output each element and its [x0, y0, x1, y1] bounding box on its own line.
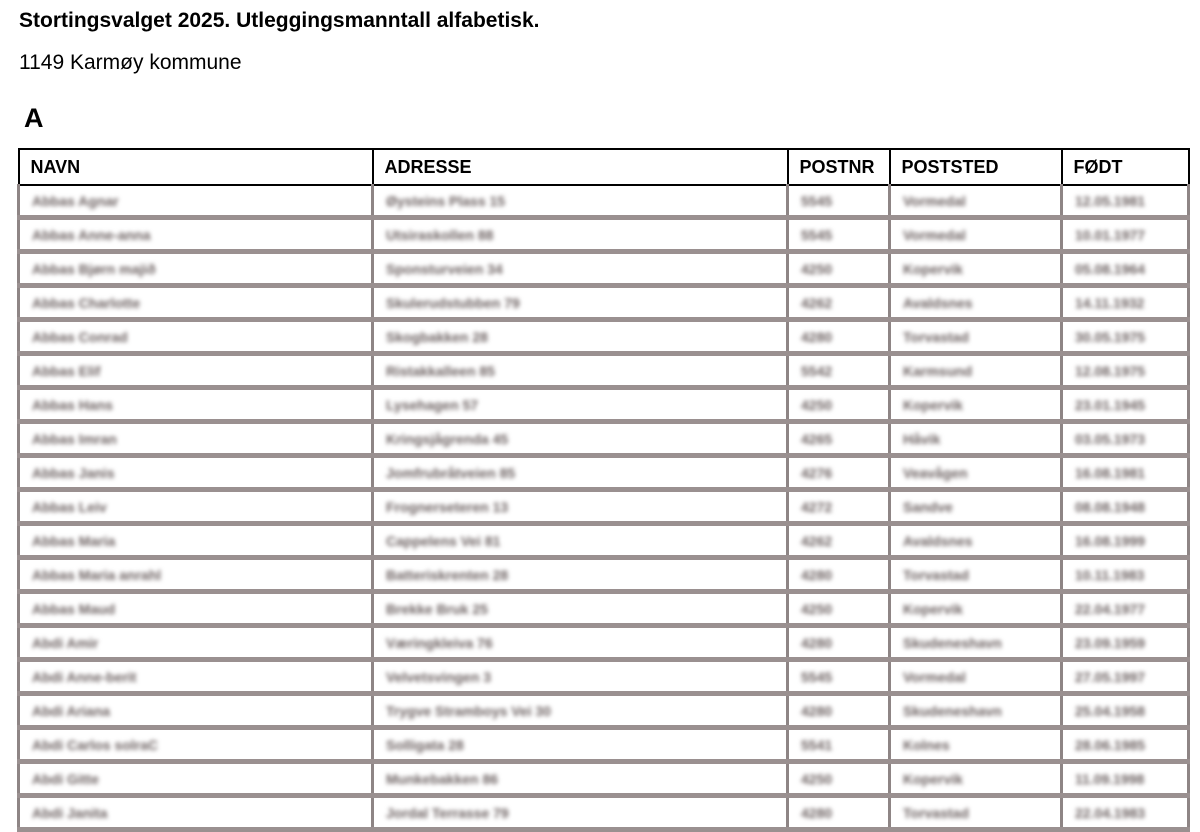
cell-navn	[19, 762, 373, 796]
redacted-postnr-value: 4262	[801, 294, 833, 311]
cell-fodt	[1062, 796, 1189, 830]
cell-adresse	[373, 762, 788, 796]
table-row	[19, 456, 1189, 490]
redacted-fodt-value: 27.05.1997	[1075, 668, 1146, 685]
table-row	[19, 796, 1189, 830]
redacted-adresse-value: Væringkleiva 76	[386, 634, 493, 651]
cell-postnr	[788, 422, 890, 456]
cell-postnr	[788, 694, 890, 728]
redacted-poststed-value: Vormedal	[903, 226, 966, 243]
cell-navn	[19, 218, 373, 252]
cell-postnr	[788, 354, 890, 388]
table-row	[19, 762, 1189, 796]
section-letter-heading: A	[24, 103, 44, 133]
redacted-poststed-value: Torvastad	[903, 328, 969, 345]
redacted-adresse-value: Skulerudstubben 79	[386, 294, 520, 311]
redacted-navn-value: Abdi Ariana	[32, 702, 111, 719]
table-row	[19, 592, 1189, 626]
cell-adresse	[373, 320, 788, 354]
redacted-adresse-value: Kringsjågrenda 45	[386, 430, 509, 447]
cell-postnr	[788, 286, 890, 320]
cell-navn	[19, 185, 373, 218]
table-row	[19, 354, 1189, 388]
cell-fodt	[1062, 354, 1189, 388]
cell-adresse	[373, 422, 788, 456]
redacted-postnr-value: 4280	[801, 566, 833, 583]
redacted-postnr-value: 5545	[801, 668, 833, 685]
cell-poststed	[890, 218, 1062, 252]
cell-navn	[19, 354, 373, 388]
cell-adresse	[373, 660, 788, 694]
redacted-postnr-value: 4250	[801, 260, 833, 277]
cell-postnr	[788, 796, 890, 830]
redacted-fodt-value: 25.04.1958	[1075, 702, 1146, 719]
table-body	[19, 185, 1189, 830]
redacted-poststed-value: Torvastad	[903, 804, 969, 821]
cell-fodt	[1062, 185, 1189, 218]
cell-fodt	[1062, 320, 1189, 354]
cell-fodt	[1062, 456, 1189, 490]
voter-register-table-wrapper	[17, 148, 1187, 832]
redacted-postnr-value: 5545	[801, 226, 833, 243]
cell-postnr	[788, 592, 890, 626]
table-row	[19, 524, 1189, 558]
redacted-adresse-value: Lysehagen 57	[386, 396, 479, 413]
cell-fodt	[1062, 762, 1189, 796]
redacted-fodt-value: 14.11.1932	[1075, 294, 1145, 311]
cell-fodt	[1062, 660, 1189, 694]
cell-fodt	[1062, 524, 1189, 558]
cell-navn	[19, 694, 373, 728]
cell-navn	[19, 592, 373, 626]
table-row	[19, 422, 1189, 456]
redacted-fodt-value: 16.08.1999	[1075, 532, 1146, 549]
cell-poststed	[890, 626, 1062, 660]
redacted-poststed-value: Skudeneshavn	[903, 702, 1002, 719]
redacted-adresse-value: Utsiraskollen 88	[386, 226, 494, 243]
cell-postnr	[788, 558, 890, 592]
redacted-fodt-value: 23.01.1945	[1075, 396, 1146, 413]
table-row	[19, 490, 1189, 524]
table-row	[19, 660, 1189, 694]
cell-adresse	[373, 354, 788, 388]
redacted-poststed-value: Kopervik	[903, 600, 963, 617]
redacted-navn-value: Abdi Janita	[32, 804, 108, 821]
redacted-navn-value: Abdi Gitte	[32, 770, 99, 787]
cell-navn	[19, 728, 373, 762]
cell-fodt	[1062, 694, 1189, 728]
table-row	[19, 286, 1189, 320]
redacted-poststed-value: Kopervik	[903, 396, 963, 413]
cell-poststed	[890, 762, 1062, 796]
redacted-fodt-value: 08.08.1948	[1075, 498, 1146, 515]
cell-navn	[19, 524, 373, 558]
cell-navn	[19, 320, 373, 354]
redacted-navn-value: Abbas Agnar	[32, 192, 119, 209]
cell-poststed	[890, 320, 1062, 354]
column-header-postnr: POSTNR	[788, 149, 890, 185]
cell-fodt	[1062, 388, 1189, 422]
cell-fodt	[1062, 286, 1189, 320]
redacted-navn-value: Abdi Anne-berit	[32, 668, 137, 685]
redacted-adresse-value: Brekke Bruk 25	[386, 600, 488, 617]
cell-postnr	[788, 728, 890, 762]
cell-poststed	[890, 252, 1062, 286]
redacted-poststed-value: Veavågen	[903, 464, 968, 481]
column-header-fodt: FØDT	[1062, 149, 1189, 185]
redacted-adresse-value: Skogbakken 28	[386, 328, 488, 345]
cell-adresse	[373, 490, 788, 524]
redacted-poststed-value: Kopervik	[903, 260, 963, 277]
cell-navn	[19, 286, 373, 320]
cell-poststed	[890, 592, 1062, 626]
cell-poststed	[890, 524, 1062, 558]
redacted-navn-value: Abdi Amir	[32, 634, 99, 651]
cell-poststed	[890, 694, 1062, 728]
redacted-adresse-value: Solligata 28	[386, 736, 464, 753]
redacted-adresse-value: Velvetsvingen 3	[386, 668, 492, 685]
redacted-fodt-value: 05.08.1964	[1075, 260, 1146, 277]
cell-adresse	[373, 252, 788, 286]
cell-postnr	[788, 660, 890, 694]
redacted-postnr-value: 4280	[801, 328, 833, 345]
table-row	[19, 558, 1189, 592]
cell-adresse	[373, 626, 788, 660]
redacted-poststed-value: Karmsund	[903, 362, 973, 379]
cell-postnr	[788, 626, 890, 660]
redacted-postnr-value: 4265	[801, 430, 833, 447]
cell-adresse	[373, 456, 788, 490]
cell-navn	[19, 558, 373, 592]
table-row	[19, 388, 1189, 422]
cell-navn	[19, 490, 373, 524]
redacted-fodt-value: 30.05.1975	[1075, 328, 1146, 345]
cell-fodt	[1062, 252, 1189, 286]
cell-poststed	[890, 558, 1062, 592]
cell-fodt	[1062, 592, 1189, 626]
redacted-postnr-value: 4280	[801, 804, 833, 821]
redacted-navn-value: Abbas Hans	[32, 396, 113, 413]
column-header-adresse: ADRESSE	[373, 149, 788, 185]
redacted-poststed-value: Vormedal	[903, 668, 966, 685]
table-row	[19, 320, 1189, 354]
cell-fodt	[1062, 218, 1189, 252]
cell-adresse	[373, 388, 788, 422]
redacted-fodt-value: 23.09.1959	[1075, 634, 1146, 651]
redacted-fodt-value: 28.06.1985	[1075, 736, 1146, 753]
cell-postnr	[788, 524, 890, 558]
redacted-navn-value: Abbas Conrad	[32, 328, 128, 345]
redacted-navn-value: Abbas Leiv	[32, 498, 107, 515]
cell-postnr	[788, 490, 890, 524]
redacted-navn-value: Abbas Maria anrahl	[32, 566, 162, 583]
cell-poststed	[890, 456, 1062, 490]
cell-poststed	[890, 490, 1062, 524]
cell-postnr	[788, 388, 890, 422]
redacted-fodt-value: 12.08.1975	[1075, 362, 1146, 379]
cell-poststed	[890, 728, 1062, 762]
table-row	[19, 626, 1189, 660]
cell-postnr	[788, 456, 890, 490]
redacted-fodt-value: 11.09.1998	[1075, 770, 1145, 787]
redacted-fodt-value: 16.08.1981	[1075, 464, 1146, 481]
cell-adresse	[373, 524, 788, 558]
cell-adresse	[373, 592, 788, 626]
cell-postnr	[788, 185, 890, 218]
redacted-postnr-value: 5545	[801, 192, 833, 209]
cell-poststed	[890, 286, 1062, 320]
cell-fodt	[1062, 490, 1189, 524]
redacted-poststed-value: Kolnes	[903, 736, 950, 753]
cell-navn	[19, 252, 373, 286]
redacted-poststed-value: Sandve	[903, 498, 953, 515]
cell-fodt	[1062, 728, 1189, 762]
redacted-poststed-value: Torvastad	[903, 566, 969, 583]
redacted-adresse-value: Ristakkalleen 85	[386, 362, 495, 379]
cell-fodt	[1062, 422, 1189, 456]
document-title: Stortingsvalget 2025. Utleggingsmanntall alfabetisk.	[19, 9, 540, 32]
redacted-fodt-value: 03.05.1973	[1075, 430, 1146, 447]
redacted-navn-value: Abbas Maria	[32, 532, 116, 549]
redacted-fodt-value: 10.11.1983	[1075, 566, 1145, 583]
table-row	[19, 218, 1189, 252]
redacted-navn-value: Abbas Imran	[32, 430, 117, 447]
redacted-poststed-value: Skudeneshavn	[903, 634, 1002, 651]
redacted-postnr-value: 4276	[801, 464, 833, 481]
cell-poststed	[890, 660, 1062, 694]
cell-postnr	[788, 320, 890, 354]
cell-postnr	[788, 218, 890, 252]
redacted-postnr-value: 4250	[801, 770, 833, 787]
column-header-navn: NAVN	[19, 149, 373, 185]
redacted-poststed-value: Vormedal	[903, 192, 966, 209]
redacted-postnr-value: 5542	[801, 362, 833, 379]
cell-navn	[19, 626, 373, 660]
redacted-postnr-value: 4272	[801, 498, 833, 515]
redacted-adresse-value: Øysteins Plass 15	[386, 192, 506, 209]
redacted-fodt-value: 22.04.1983	[1075, 804, 1146, 821]
redacted-navn-value: Abbas Anne-anna	[32, 226, 151, 243]
redacted-adresse-value: Munkebakken 86	[386, 770, 499, 787]
redacted-adresse-value: Sponsturveien 34	[386, 260, 503, 277]
redacted-navn-value: Abdi Carlos solraC	[32, 736, 159, 753]
redacted-navn-value: Abbas Bjørn majið	[32, 260, 156, 277]
cell-poststed	[890, 354, 1062, 388]
redacted-adresse-value: Cappelens Vei 81	[386, 532, 501, 549]
redacted-postnr-value: 5541	[801, 736, 833, 753]
cell-postnr	[788, 252, 890, 286]
cell-adresse	[373, 185, 788, 218]
cell-adresse	[373, 286, 788, 320]
redacted-poststed-value: Håvik	[903, 430, 941, 447]
cell-poststed	[890, 422, 1062, 456]
table-row	[19, 185, 1189, 218]
redacted-postnr-value: 4250	[801, 600, 833, 617]
redacted-adresse-value: Jordal Terrasse 79	[386, 804, 509, 821]
redacted-poststed-value: Avaldsnes	[903, 294, 973, 311]
redacted-navn-value: Abbas Charlotte	[32, 294, 141, 311]
cell-navn	[19, 388, 373, 422]
redacted-adresse-value: Jomfrubråtveien 85	[386, 464, 516, 481]
table-row	[19, 694, 1189, 728]
cell-navn	[19, 660, 373, 694]
cell-poststed	[890, 185, 1062, 218]
cell-fodt	[1062, 558, 1189, 592]
redacted-fodt-value: 12.05.1981	[1075, 192, 1146, 209]
redacted-poststed-value: Kopervik	[903, 770, 963, 787]
redacted-adresse-value: Batteriskrenten 28	[386, 566, 509, 583]
cell-adresse	[373, 558, 788, 592]
redacted-postnr-value: 4262	[801, 532, 833, 549]
redacted-postnr-value: 4250	[801, 396, 833, 413]
redacted-adresse-value: Frognerseteren 13	[386, 498, 509, 515]
redacted-navn-value: Abbas Elif	[32, 362, 101, 379]
municipality-subtitle: 1149 Karmøy kommune	[19, 51, 242, 74]
cell-adresse	[373, 728, 788, 762]
cell-poststed	[890, 796, 1062, 830]
cell-navn	[19, 422, 373, 456]
redacted-fodt-value: 10.01.1977	[1075, 226, 1146, 243]
voter-register-table	[17, 148, 1190, 832]
table-row	[19, 252, 1189, 286]
redacted-fodt-value: 22.04.1977	[1075, 600, 1146, 617]
redacted-navn-value: Abbas Maud	[32, 600, 116, 617]
cell-adresse	[373, 694, 788, 728]
redacted-poststed-value: Avaldsnes	[903, 532, 973, 549]
table-header-row	[19, 149, 1189, 185]
cell-poststed	[890, 388, 1062, 422]
cell-adresse	[373, 796, 788, 830]
redacted-navn-value: Abbas Janis	[32, 464, 115, 481]
redacted-adresse-value: Trygve Stramboys Vei 30	[386, 702, 551, 719]
cell-fodt	[1062, 626, 1189, 660]
cell-navn	[19, 796, 373, 830]
cell-postnr	[788, 762, 890, 796]
table-row	[19, 728, 1189, 762]
redacted-postnr-value: 4280	[801, 702, 833, 719]
column-header-poststed: POSTSTED	[890, 149, 1062, 185]
cell-adresse	[373, 218, 788, 252]
cell-navn	[19, 456, 373, 490]
redacted-postnr-value: 4280	[801, 634, 833, 651]
